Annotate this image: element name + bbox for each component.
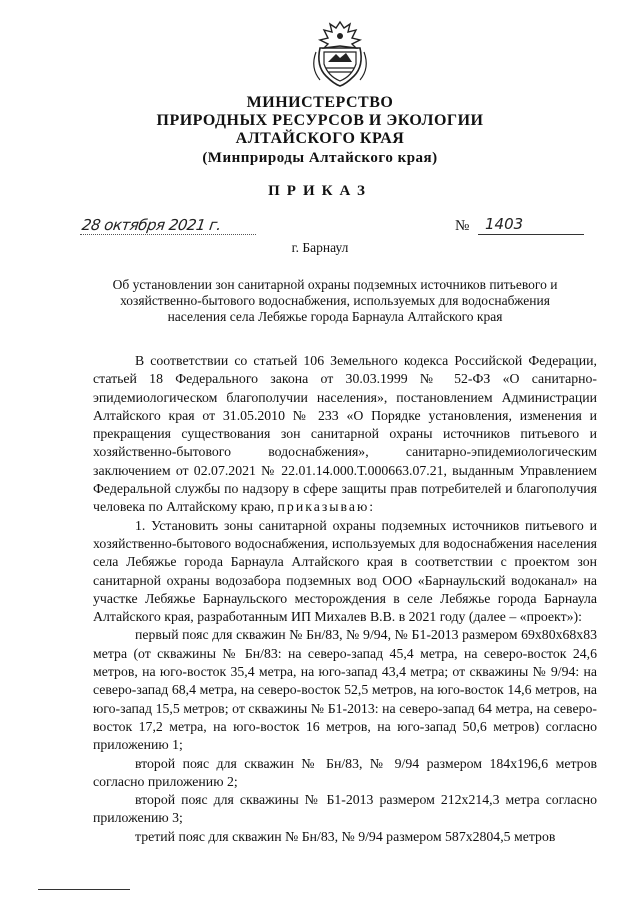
ministry-short-name: (Минприроды Алтайского края) — [202, 150, 438, 166]
preamble-paragraph — [93, 352, 597, 517]
number-label: № — [455, 218, 470, 234]
belt-2a-paragraph: второй пояс для скважин № Бн/83, № 9/94 размером 184х196,6 метров согласно приложению 2; — [93, 755, 597, 789]
handwritten-date: 28 октября 2021 г. — [80, 216, 223, 234]
coat-of-arms-emblem — [306, 18, 374, 90]
item-1-paragraph: 1. Установить зоны санитарной охраны подземных источников питьевого и хозяйственно-бытового водоснабжения, используемых для водоснабжения населения села Лебяжье города Барнаула Алтайского края в соответствии с проектом зон санитарной охраны водозабора подземных вод ООО «Барнаульский водоканал» на участке Лебяжье Барнаульского месторождения в селе Лебяжье города Барнаула Алтайского края, разработанным ИП Михалев В.В. в 2021 году (далее – «проект»): — [93, 517, 597, 625]
document-type: ПРИКАЗ — [268, 183, 372, 199]
footer-rule — [38, 889, 130, 890]
number-underline — [478, 234, 584, 235]
order-subject: Об установлении зон санитарной охраны подземных источников питьевого и хозяйственно-бытового водоснабжения, используемых для водоснабжения населения села Лебяжье города Барнаула Алтайского края — [112, 277, 558, 324]
belt-3-paragraph: третий пояс для скважин № Бн/83, № 9/94 размером 587х2804,5 метров — [135, 828, 556, 844]
belt-1-paragraph: первый пояс для скважин № Бн/83, № 9/94, № Б1-2013 размером 69х80х68х83 метра (от скважины № Бн/83: на северо-запад 45,4 метра, на северо-восток 24,6 метров, на юго-восток 35,4 метра, на юго-запад 43,4 метра; от скважины № 9/94: на северо-запад 68,4 метра, на северо-восток 52,5 метров, на юго-восток 14,6 метров, на юго-запад 15,5 метров; от скважины № Б1-2013: на северо-запад 64 метра, на северо-восток 17,2 метра, на юго-восток 16 метров, на юго-запад 50,6 метров) согласно приложению 1; — [93, 627, 597, 753]
ministry-title-line-2: ПРИРОДНЫХ РЕСУРСОВ И ЭКОЛОГИИ — [156, 112, 484, 129]
ministry-title-line-1: МИНИСТЕРСТВО — [246, 94, 394, 111]
ministry-title-line-3: АЛТАЙСКОГО КРАЯ — [235, 130, 405, 147]
preamble-text: В соответствии со статьей 106 Земельного кодекса Российской Федерации, статьей 18 Федерального закона от 30.03.1999 № 52-ФЗ «О санитарно-эпидемиологическом благополучии населения», постановлением Администрации Алтайского края от 31.05.2010 № 233 «О Порядке установления, изменения и прекращения существования зон санитарной охраны источников питьевого и хозяйственно-бытового водоснабжения», санитарно-эпидемиологическим заключением от 02.07.2021 № 22.01.14.000.Т.000663.07.21, выданным Управлением Федеральной службы по надзору в сфере защиты прав потребителей и благополучия человека по Алтайскому краю, — [93, 353, 597, 515]
order-word: приказываю: — [277, 499, 376, 515]
order-body — [93, 352, 597, 846]
date-underline — [80, 234, 256, 235]
city: г. Барнаул — [291, 240, 349, 255]
belt-2b-paragraph: второй пояс для скважины № Б1-2013 размером 212х214,3 метра согласно приложению 3; — [93, 792, 597, 826]
handwritten-number: 1403 — [485, 215, 524, 233]
